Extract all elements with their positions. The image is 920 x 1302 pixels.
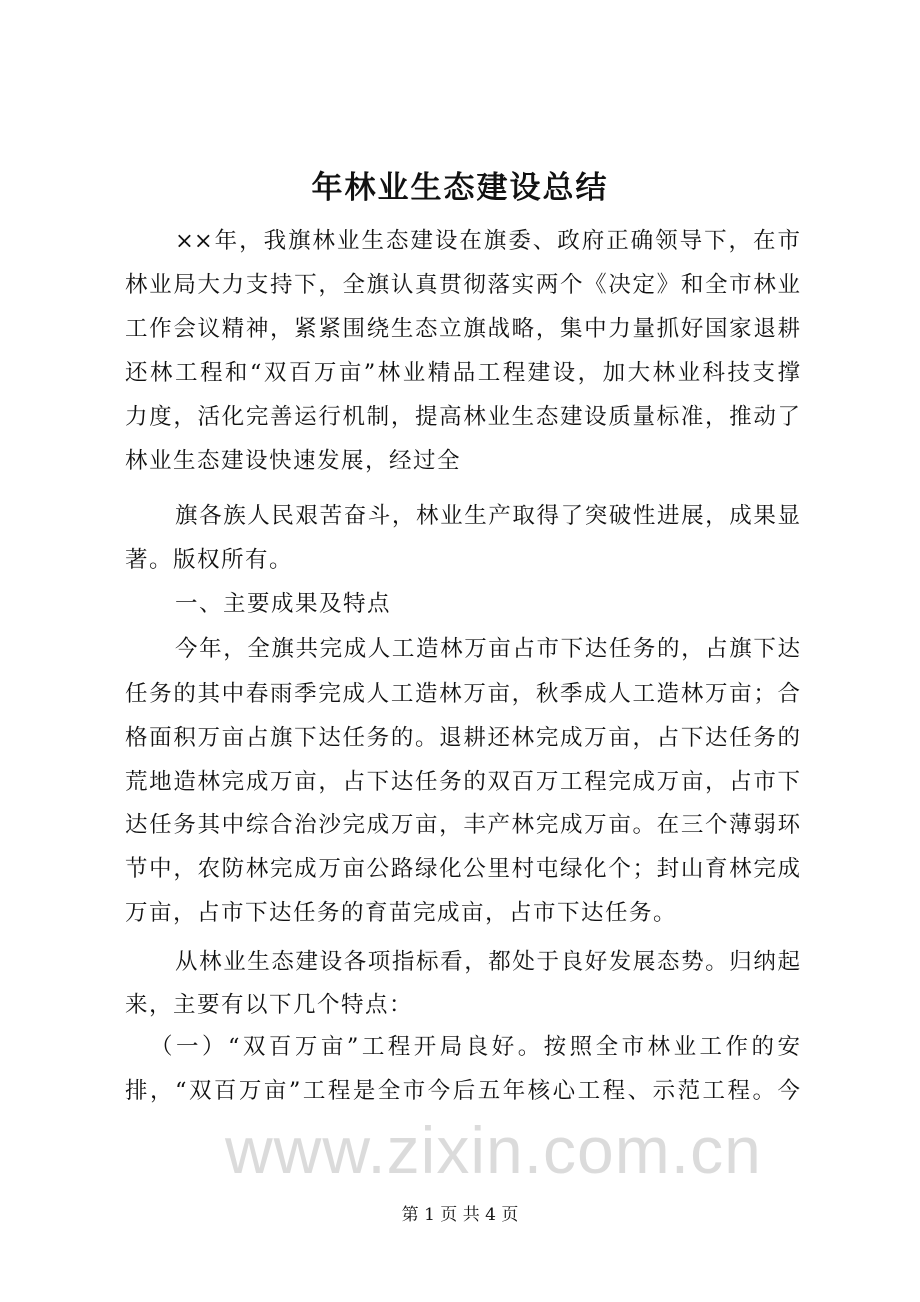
paragraph-line: 节中，农防林完成万亩公路绿化公里村屯绿化个；封山育林完成 xyxy=(125,856,800,882)
paragraph-line: 任务的其中春雨季完成人工造林万亩，秋季成人工造林万亩；合 xyxy=(125,681,800,707)
paragraph-line: 格面积万亩占旗下达任务的。退耕还林完成万亩，占下达任务的 xyxy=(125,725,800,751)
document-title: 年林业生态建设总结 xyxy=(311,170,609,206)
paragraph-line: 来，主要有以下几个特点： xyxy=(125,992,414,1018)
paragraph-line: 从林业生态建设各项指标看，都处于良好发展态势。归纳起 xyxy=(175,949,800,975)
paragraph-line: 荒地造林完成万亩，占下达任务的双百万工程完成万亩，占市下 xyxy=(125,769,800,795)
paragraph-line: 工作会议精神，紧紧围绕生态立旗战略，集中力量抓好国家退耕 xyxy=(125,316,800,342)
paragraph-line: 排，“双百万亩”工程是全市今后五年核心工程、示范工程。今 xyxy=(125,1078,800,1104)
paragraph-line: 还林工程和“双百万亩”林业精品工程建设，加大林业科技支撑 xyxy=(125,360,800,386)
paragraph-line: 今年，全旗共完成人工造林万亩占市下达任务的，占旗下达 xyxy=(175,636,800,662)
paragraph-line: 林业生态建设快速发展，经过全 xyxy=(125,448,462,474)
paragraph-line: 力度，活化完善运行机制，提高林业生态建设质量标准，推动了 xyxy=(125,404,800,430)
paragraph-line: ××年，我旗林业生态建设在旗委、政府正确领导下，在市 xyxy=(175,228,800,254)
section-heading: 一、主要成果及特点 xyxy=(175,591,392,617)
paragraph-line: 达任务其中综合治沙完成万亩，丰产林完成万亩。在三个薄弱环 xyxy=(125,812,800,838)
paragraph-line: （一）“双百万亩”工程开局良好。按照全市林业工作的安 xyxy=(150,1034,800,1060)
paragraph-line: 著。版权所有。 xyxy=(125,547,294,573)
paragraph-line: 林业局大力支持下，全旗认真贯彻落实两个《决定》和全市林业 xyxy=(125,272,800,298)
page-footer: 第 1 页 共 4 页 xyxy=(401,1205,519,1225)
paragraph-line: 旗各族人民艰苦奋斗，林业生产取得了突破性进展，成果显 xyxy=(175,503,800,529)
watermark: www.zixin.com.cn xyxy=(225,1113,762,1187)
paragraph-line: 万亩，占市下达任务的育苗完成亩，占市下达任务。 xyxy=(125,900,678,926)
